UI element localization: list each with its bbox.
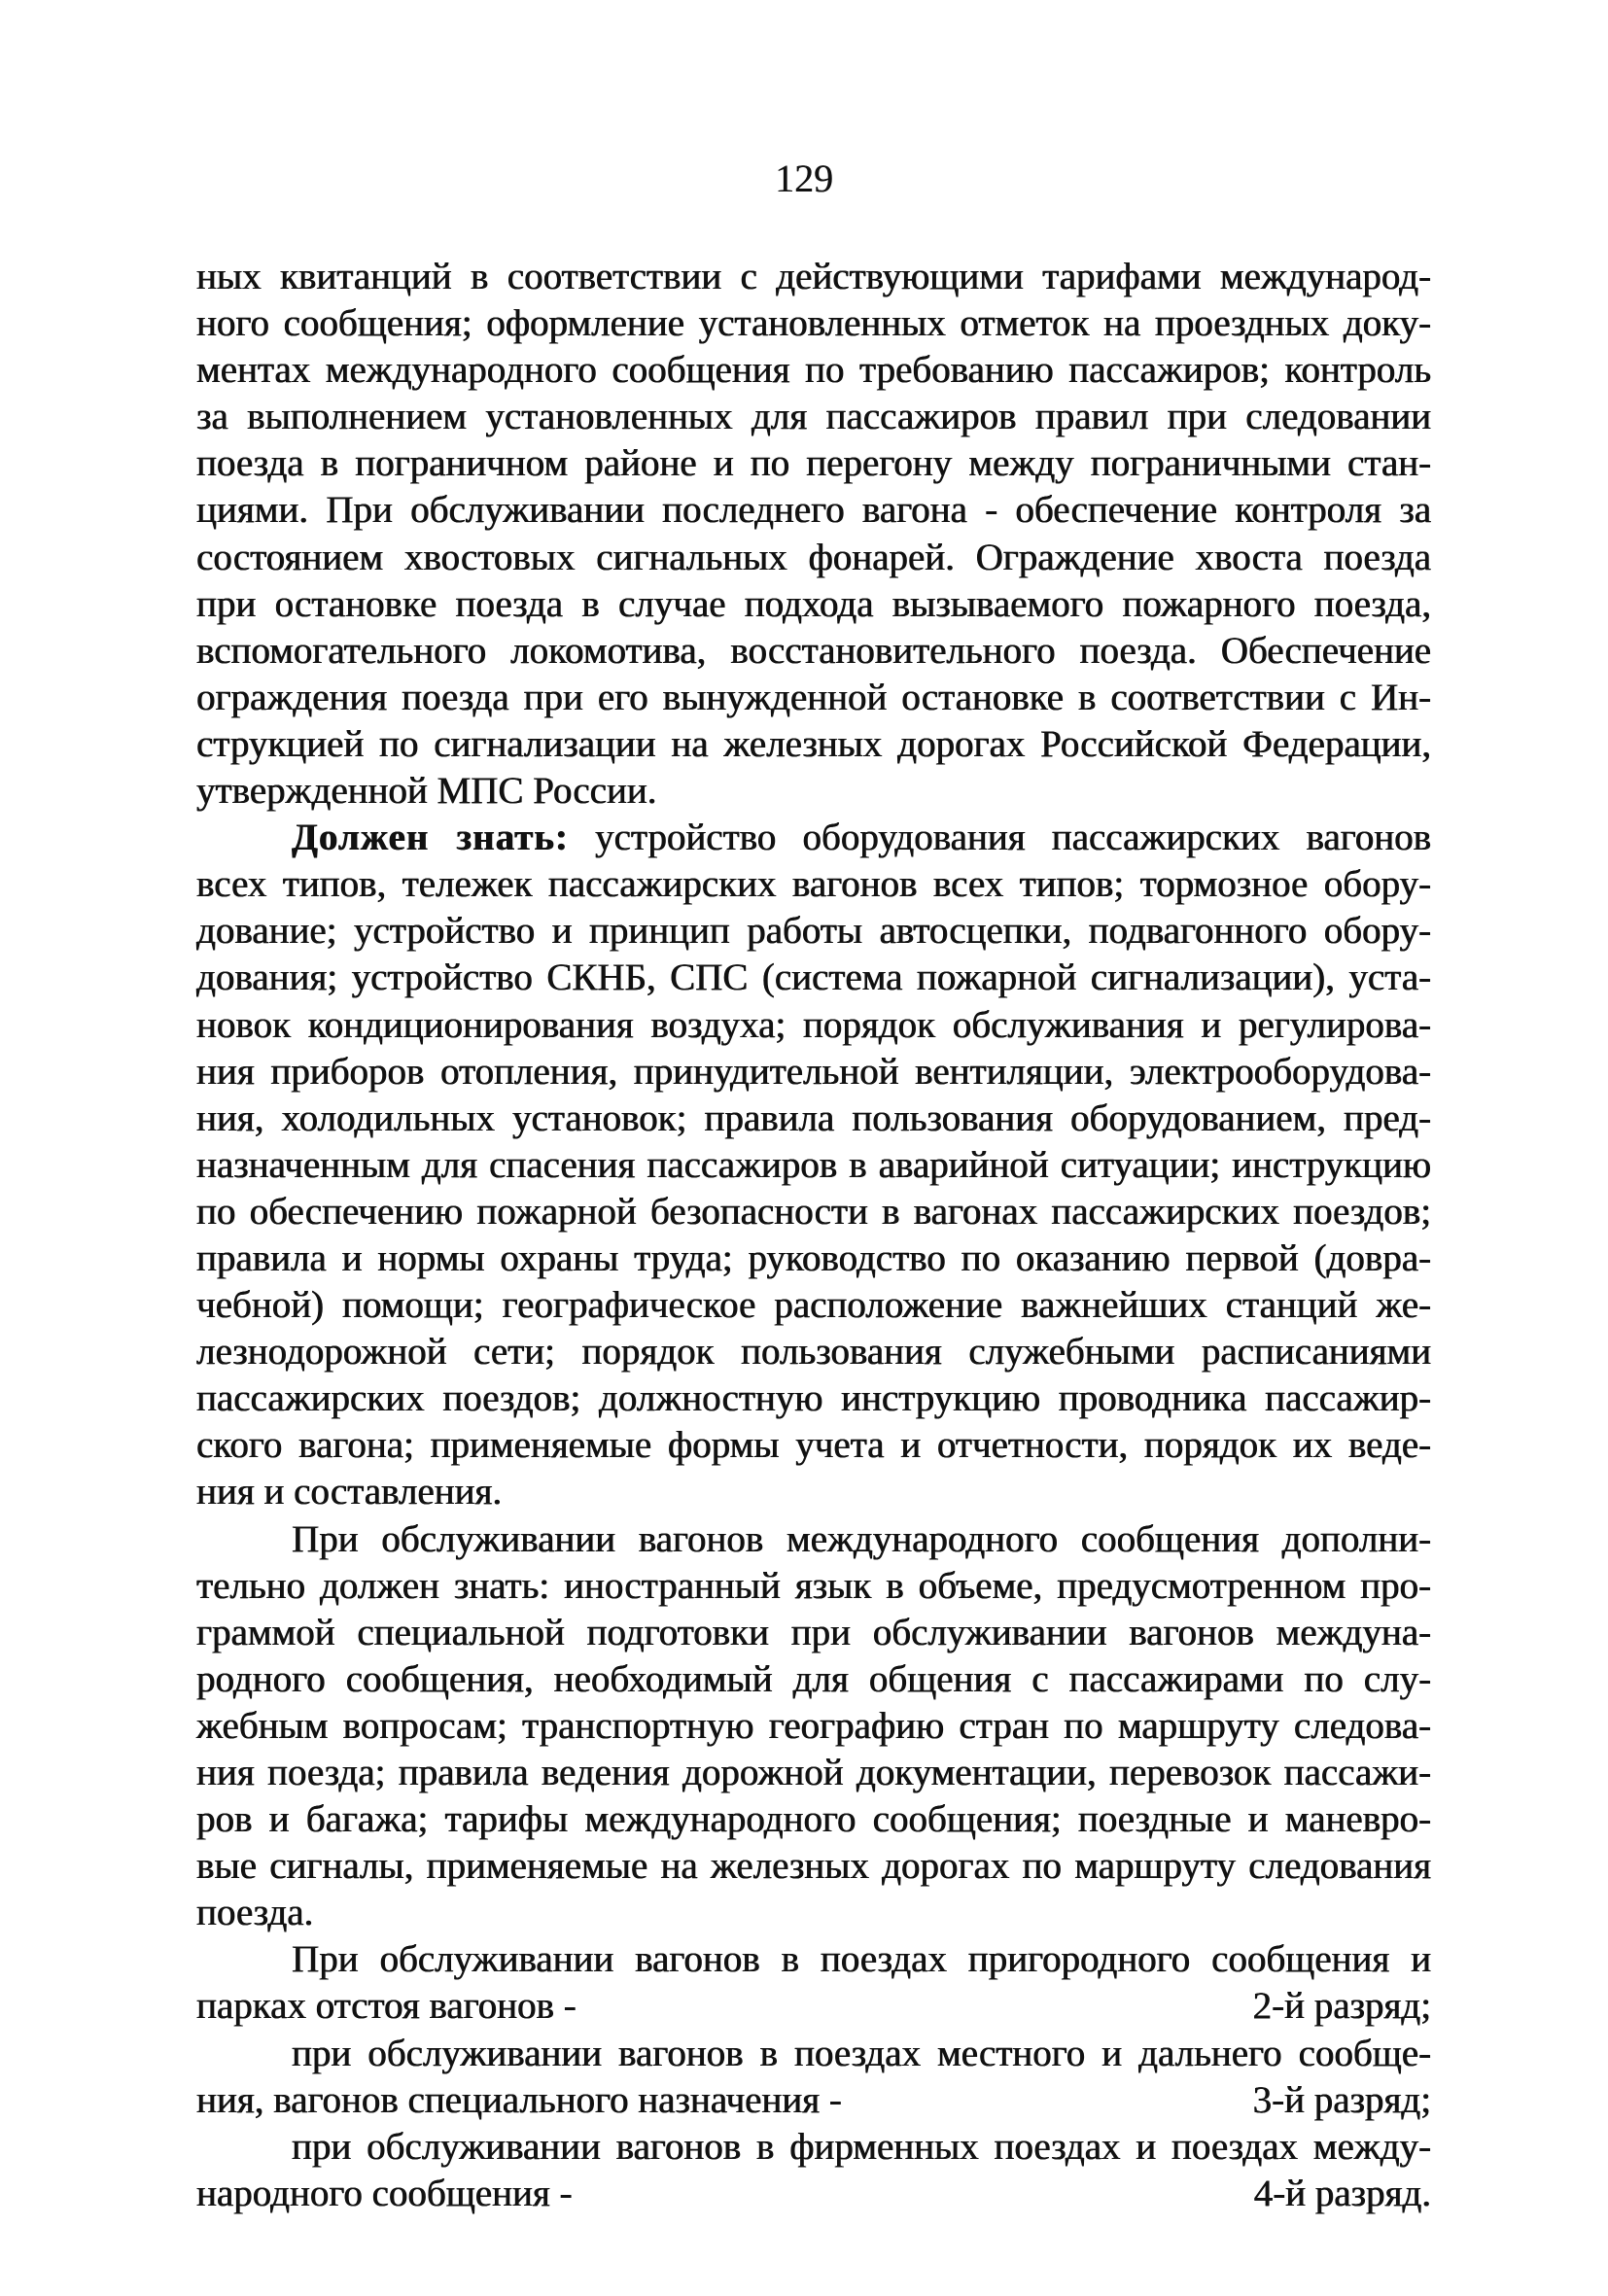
line-text: утвержденной МПС России. — [196, 770, 657, 813]
line-text: всех типов, тележек пассажирских вагонов всех типов; тормозное обору- — [196, 863, 1431, 906]
rank-line — [196, 2171, 1431, 2217]
text-line — [196, 1235, 1431, 1282]
rank-value: 4-й разряд. — [1253, 2172, 1431, 2214]
body-text — [196, 254, 1431, 2217]
line-text: поезда. — [196, 1892, 314, 1934]
line-text: дования; устройство СКНБ, СПС (система пожарной сигнализации), уста- — [196, 957, 1431, 999]
text-line — [196, 1516, 1431, 1563]
text-line — [196, 1422, 1431, 1469]
line-text: вспомогательного локомотива, восстановительного поезда. Обеспечение — [196, 629, 1431, 672]
text-line — [196, 1656, 1431, 1703]
text-line — [196, 1843, 1431, 1890]
paragraph — [196, 815, 1431, 1515]
rank-item — [196, 1936, 1431, 2030]
line-text: тельно должен знать: иностранный язык в объеме, предусмотренном про- — [196, 1564, 1431, 1607]
line-text: новок кондиционирования воздуха; порядок обслуживания и регулирова- — [196, 1003, 1431, 1046]
text-line — [196, 1142, 1431, 1189]
rank-condition: ния, вагонов специального назначения - — [196, 2078, 842, 2121]
line-text: жебным вопросам; транспортную географию стран по маршруту следова- — [196, 1704, 1431, 1747]
rank-line — [196, 2077, 1431, 2124]
line-text: при остановке поезда в случае подхода вызываемого пожарного поезда, — [196, 582, 1431, 625]
line-text: ных квитанций в соответствии с действующими тарифами международ- — [196, 256, 1431, 297]
text-line — [196, 440, 1431, 487]
text-line — [196, 347, 1431, 394]
text-line — [196, 815, 1431, 861]
line-text: ния поезда; правила ведения дорожной документации, перевозок пассажи- — [196, 1752, 1431, 1793]
rank-value: 2-й разряд; — [1252, 1985, 1431, 2028]
line-text: ского вагона; применяемые формы учета и отчетности, порядок их веде- — [196, 1424, 1431, 1467]
text-line — [196, 1703, 1431, 1750]
text-line — [196, 1796, 1431, 1843]
text-line — [196, 581, 1431, 628]
bold-lead: Должен знать: — [292, 817, 569, 859]
text-line — [196, 721, 1431, 768]
line-text: устройство оборудования пассажирских вагонов — [568, 817, 1431, 859]
text-line — [196, 628, 1431, 675]
paragraph — [196, 1516, 1431, 1937]
text-line — [196, 908, 1431, 955]
line-text: струкцией по сигнализации на железных дорогах Российской Федерации, — [196, 722, 1431, 765]
text-line — [196, 300, 1431, 347]
line-text: ния приборов отопления, принудительной вентиляции, электрооборудова- — [196, 1050, 1431, 1093]
text-line — [196, 1049, 1431, 1096]
line-text: назначенным для спасения пассажиров в аварийной ситуации; инструкцию — [196, 1143, 1431, 1186]
line-text: пассажирских поездов; должностную инструкцию проводника пассажир- — [196, 1377, 1431, 1420]
text-line — [196, 861, 1431, 908]
text-line — [196, 1329, 1431, 1375]
line-text: поезда в пограничном районе и по перегону между пограничными стан- — [196, 442, 1431, 485]
line-text: вые сигналы, применяемые на железных дорогах по маршруту следования — [196, 1845, 1431, 1888]
rank-intro: при обслуживании вагонов в поездах местного и дальнего сообще- — [292, 2032, 1431, 2074]
line-text: за выполнением установленных для пассажиров правил при следовании — [196, 396, 1431, 438]
line-text: лезнодорожной сети; порядок пользования служебными расписаниями — [196, 1331, 1431, 1374]
line-text: ния и составления. — [196, 1471, 503, 1513]
line-text: ограждения поезда при его вынужденной остановке в соответствии с Ин- — [196, 676, 1431, 718]
rank-condition: народного сообщения - — [196, 2172, 573, 2214]
line-text: ного сообщения; оформление установленных отметок на проездных доку- — [196, 302, 1431, 345]
text-line — [196, 955, 1431, 1001]
text-line — [196, 535, 1431, 581]
line-text: ментах международного сообщения по требованию пассажиров; контроль — [196, 349, 1431, 392]
text-line — [196, 394, 1431, 440]
text-line — [196, 768, 1431, 815]
rank-value: 3-й разряд; — [1252, 2078, 1431, 2121]
rank-item — [196, 2124, 1431, 2217]
line-text: по обеспечению пожарной безопасности в вагонах пассажирских поездов; — [196, 1190, 1431, 1233]
text-line — [196, 1610, 1431, 1656]
text-line — [196, 1002, 1431, 1049]
line-text: При обслуживании вагонов международного сообщения дополни- — [292, 1517, 1431, 1560]
text-line — [196, 254, 1431, 300]
text-line — [196, 675, 1431, 721]
line-text: родного сообщения, необходимый для общения с пассажирами по слу- — [196, 1657, 1431, 1700]
rank-condition: парках отстоя вагонов - — [196, 1985, 577, 2028]
line-text: состоянием хвостовых сигнальных фонарей. Ограждение хвоста поезда — [196, 536, 1431, 578]
page-number: 129 — [775, 157, 833, 200]
line-text: правила и нормы охраны труда; руководство по оказанию первой (довра- — [196, 1236, 1431, 1279]
text-line — [196, 1469, 1431, 1515]
rank-intro: При обслуживании вагонов в поездах пригородного сообщения и — [292, 1938, 1431, 1981]
line-text: граммой специальной подготовки при обслуживании вагонов междуна- — [196, 1611, 1431, 1653]
line-text: ров и багажа; тарифы международного сообщения; поездные и маневро- — [196, 1798, 1431, 1841]
line-text: циями. При обслуживании последнего вагона - обеспечение контроля за — [196, 489, 1431, 532]
rank-intro: при обслуживании вагонов в фирменных поездах и поездах между- — [292, 2125, 1431, 2168]
text-line — [196, 1189, 1431, 1235]
text-line — [196, 1375, 1431, 1422]
rank-item — [196, 2031, 1431, 2124]
line-text: дование; устройство и принцип работы автосцепки, подвагонного обору- — [196, 910, 1431, 953]
text-line — [196, 1890, 1431, 1936]
rank-line — [196, 1983, 1431, 2030]
line-text: чебной) помощи; географическое расположение важнейших станций же- — [196, 1284, 1431, 1327]
text-line — [196, 487, 1431, 534]
text-line — [196, 1096, 1431, 1142]
text-line — [196, 1282, 1431, 1329]
line-text: ния, холодильных установок; правила пользования оборудованием, пред- — [196, 1096, 1431, 1139]
text-line — [196, 1750, 1431, 1796]
text-line — [196, 1563, 1431, 1610]
paragraph — [196, 254, 1431, 815]
